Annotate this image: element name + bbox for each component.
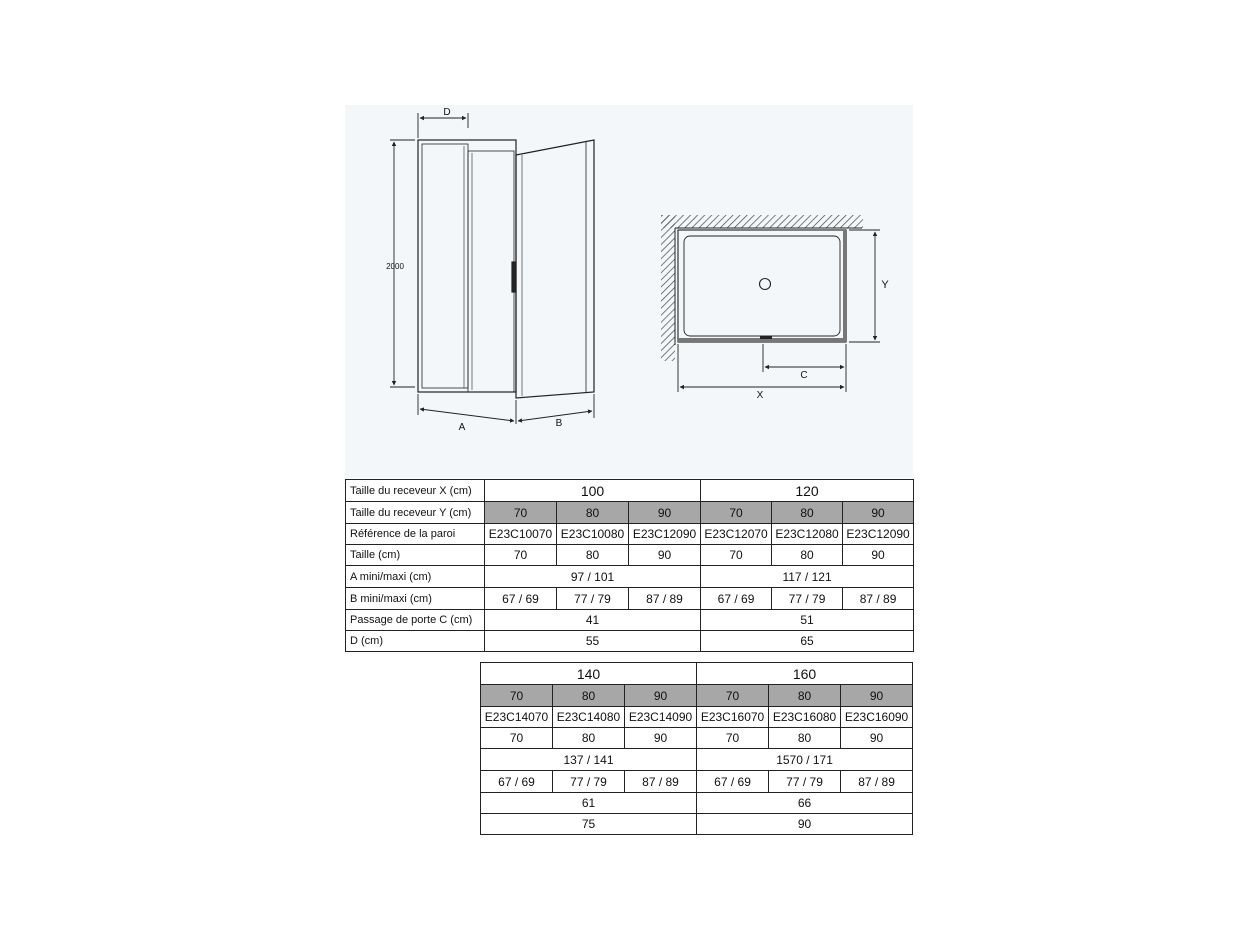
plan-label-y: Y xyxy=(881,279,889,291)
b-range-cell: 87 / 89 xyxy=(843,588,914,610)
reference-cell: E23C16070 xyxy=(697,707,769,728)
x-size-cell: 120 xyxy=(701,480,914,502)
table-row xyxy=(481,685,913,707)
b-range-cell: 67 / 69 xyxy=(697,771,769,793)
front-label-a: A xyxy=(458,422,466,433)
plan-dimensions xyxy=(678,230,880,392)
y-size-cell: 90 xyxy=(843,502,914,524)
b-range-cell: 77 / 79 xyxy=(553,771,625,793)
table-row xyxy=(346,566,914,588)
y-size-cell: 80 xyxy=(769,685,841,707)
taille-cell: 80 xyxy=(769,728,841,749)
reference-cell: E23C16090 xyxy=(841,707,913,728)
reference-cell: E23C12090 xyxy=(843,524,914,545)
table-row xyxy=(346,524,914,545)
y-size-cell: 70 xyxy=(485,502,557,524)
taille-cell: 80 xyxy=(772,545,843,566)
c-cell: 66 xyxy=(697,793,913,814)
reference-cell: E23C12080 xyxy=(772,524,843,545)
reference-cell: E23C10070 xyxy=(485,524,557,545)
c-cell: 41 xyxy=(485,610,701,631)
b-range-cell: 87 / 89 xyxy=(629,588,701,610)
x-size-cell: 100 xyxy=(485,480,701,502)
b-range-cell: 87 / 89 xyxy=(841,771,913,793)
reference-cell: E23C16080 xyxy=(769,707,841,728)
y-size-cell: 90 xyxy=(629,502,701,524)
plan-label-x: X xyxy=(756,390,764,401)
b-range-cell: 67 / 69 xyxy=(481,771,553,793)
b-range-cell: 77 / 79 xyxy=(769,771,841,793)
b-range-cell: 67 / 69 xyxy=(701,588,772,610)
reference-cell: E23C14080 xyxy=(553,707,625,728)
taille-cell: 70 xyxy=(701,545,772,566)
table-row xyxy=(481,814,913,835)
dimensions-table-140-160 xyxy=(480,662,913,835)
taille-cell: 90 xyxy=(841,728,913,749)
reference-cell: E23C12090 xyxy=(629,524,701,545)
d-cell: 75 xyxy=(481,814,697,835)
y-size-cell: 70 xyxy=(481,685,553,707)
table-row xyxy=(481,793,913,814)
row-label-c: Passage de porte C (cm) xyxy=(346,610,485,631)
table-row xyxy=(346,545,914,566)
y-size-cell: 90 xyxy=(841,685,913,707)
row-label-taille: Taille (cm) xyxy=(346,545,485,566)
a-range-cell: 97 / 101 xyxy=(485,566,701,588)
row-label-a: A mini/maxi (cm) xyxy=(346,566,485,588)
front-label-height: 2000 xyxy=(386,262,404,271)
taille-cell: 80 xyxy=(553,728,625,749)
reference-cell: E23C14070 xyxy=(481,707,553,728)
front-dimensions xyxy=(390,113,594,424)
b-range-cell: 67 / 69 xyxy=(485,588,557,610)
taille-cell: 90 xyxy=(843,545,914,566)
d-cell: 65 xyxy=(701,631,914,652)
table-row xyxy=(346,588,914,610)
y-size-cell: 70 xyxy=(697,685,769,707)
plan-view xyxy=(661,215,863,361)
table-row xyxy=(346,502,914,524)
front-elevation xyxy=(418,140,594,398)
reference-cell: E23C10080 xyxy=(557,524,629,545)
table-row xyxy=(346,480,914,502)
d-cell: 55 xyxy=(485,631,701,652)
a-range-cell: 1570 / 171 xyxy=(697,749,913,771)
row-label-x: Taille du receveur X (cm) xyxy=(346,480,485,502)
reference-cell: E23C12070 xyxy=(701,524,772,545)
row-label-y: Taille du receveur Y (cm) xyxy=(346,502,485,524)
a-range-cell: 117 / 121 xyxy=(701,566,914,588)
d-cell: 90 xyxy=(697,814,913,835)
taille-cell: 70 xyxy=(481,728,553,749)
taille-cell: 70 xyxy=(697,728,769,749)
y-size-cell: 80 xyxy=(772,502,843,524)
table-row xyxy=(481,728,913,749)
c-cell: 51 xyxy=(701,610,914,631)
b-range-cell: 87 / 89 xyxy=(625,771,697,793)
a-range-cell: 137 / 141 xyxy=(481,749,697,771)
b-range-cell: 77 / 79 xyxy=(772,588,843,610)
taille-cell: 70 xyxy=(485,545,557,566)
plan-label-c: C xyxy=(800,370,808,381)
table-row xyxy=(481,749,913,771)
table-row xyxy=(481,663,913,685)
c-cell: 61 xyxy=(481,793,697,814)
dimensions-table-100-120 xyxy=(345,479,914,652)
row-label-b: B mini/maxi (cm) xyxy=(346,588,485,610)
y-size-cell: 70 xyxy=(701,502,772,524)
taille-cell: 90 xyxy=(629,545,701,566)
row-label-d: D (cm) xyxy=(346,631,485,652)
front-label-b: B xyxy=(555,418,563,429)
row-label-reference: Référence de la paroi xyxy=(346,524,485,545)
table-row xyxy=(481,771,913,793)
taille-cell: 80 xyxy=(557,545,629,566)
table-row xyxy=(346,610,914,631)
taille-cell: 90 xyxy=(625,728,697,749)
reference-cell: E23C14090 xyxy=(625,707,697,728)
table-row xyxy=(481,707,913,728)
front-label-d: D xyxy=(443,107,451,118)
y-size-cell: 80 xyxy=(553,685,625,707)
table-row xyxy=(346,631,914,652)
x-size-cell: 160 xyxy=(697,663,913,685)
x-size-cell: 140 xyxy=(481,663,697,685)
b-range-cell: 77 / 79 xyxy=(557,588,629,610)
y-size-cell: 90 xyxy=(625,685,697,707)
y-size-cell: 80 xyxy=(557,502,629,524)
